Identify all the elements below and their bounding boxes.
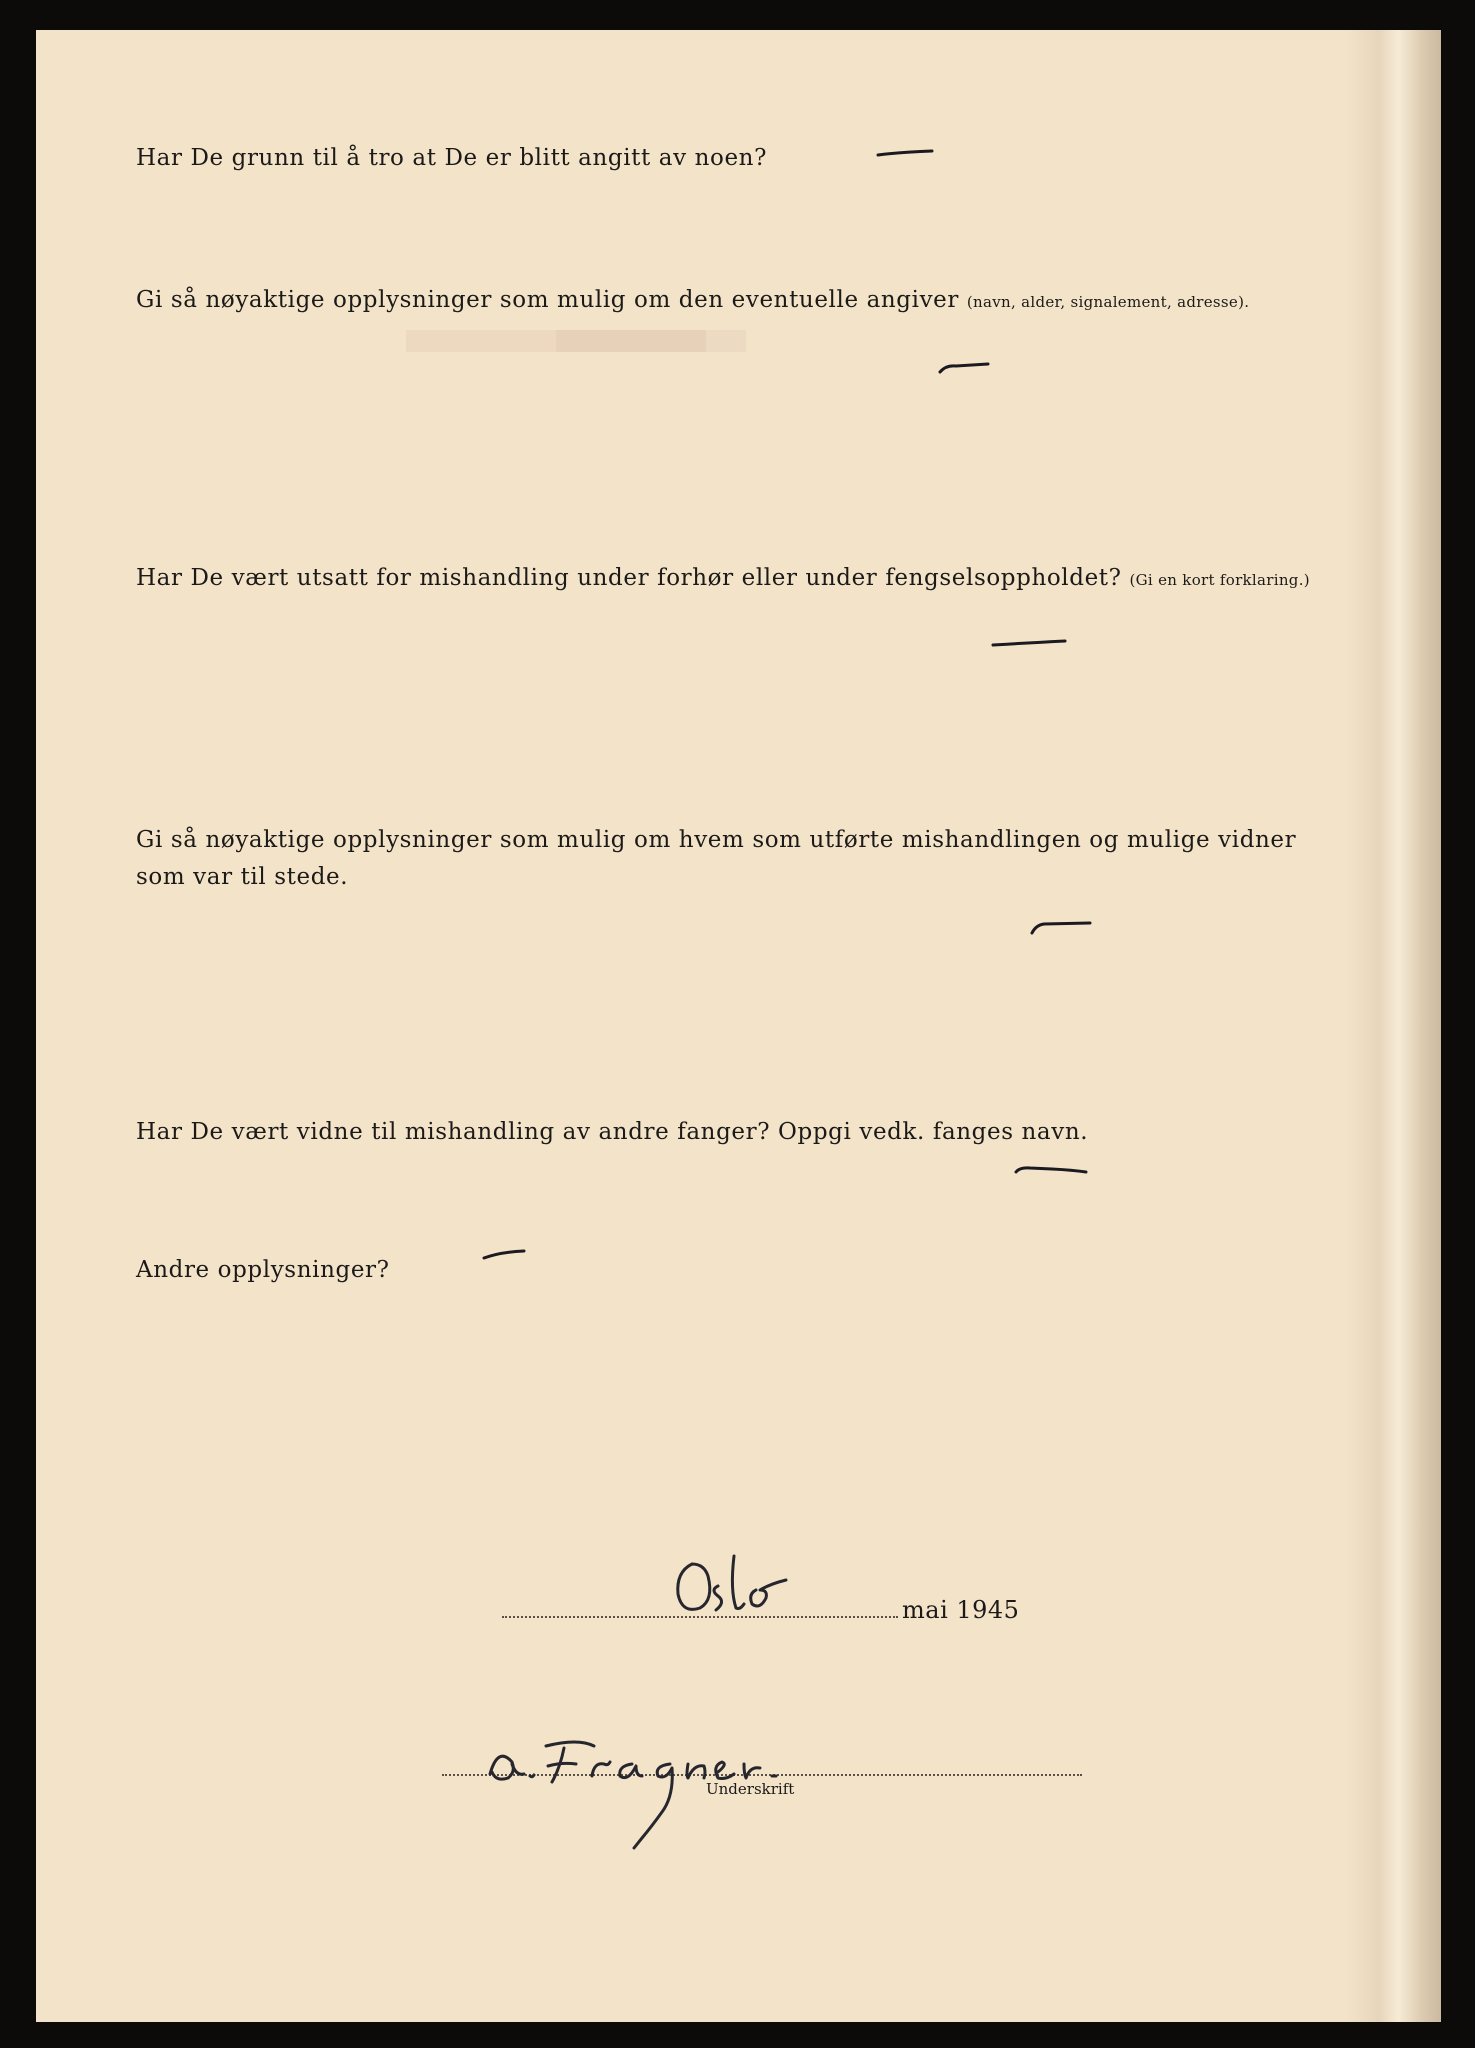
answer-dash-5: [1012, 1160, 1092, 1184]
question-angitt: Har De grunn til å tro at De er blitt angitt av noen?: [136, 145, 768, 171]
date-text: mai 1945: [902, 1596, 1020, 1624]
page-edge-shadow: [1346, 30, 1441, 2022]
answer-dash-4: [1028, 915, 1098, 939]
signature-caption: Underskrift: [706, 1780, 795, 1798]
answer-dash-2: [936, 358, 996, 378]
question-angiver-details: Gi så nøyaktige opplysninger som mulig om den eventuelle angiver (navn, alder, signalement, adresse).: [136, 287, 1250, 313]
bleed-through-shadow: [556, 330, 746, 352]
answer-dash-3: [991, 634, 1071, 654]
question-mishandling: Har De vært utsatt for mishandling under forhør eller under fengselsoppholdet? (Gi en kort forklaring.): [136, 565, 1310, 591]
answer-dash-6: [480, 1244, 530, 1264]
question-andre: Andre opplysninger?: [136, 1257, 390, 1283]
question-mishandling-details: Gi så nøyaktige opplysninger som mulig om hvem som utførte mishandlingen og mulige vidner som var til stede.: [136, 827, 1297, 890]
form-page: [36, 30, 1441, 2022]
signature-handwriting: [482, 1716, 902, 1856]
answer-dash-1: [876, 145, 936, 165]
question-vidne: Har De vært vidne til mishandling av andre fanger? Oppgi vedk. fanges navn.: [136, 1119, 1089, 1145]
place-handwriting: [670, 1550, 810, 1630]
